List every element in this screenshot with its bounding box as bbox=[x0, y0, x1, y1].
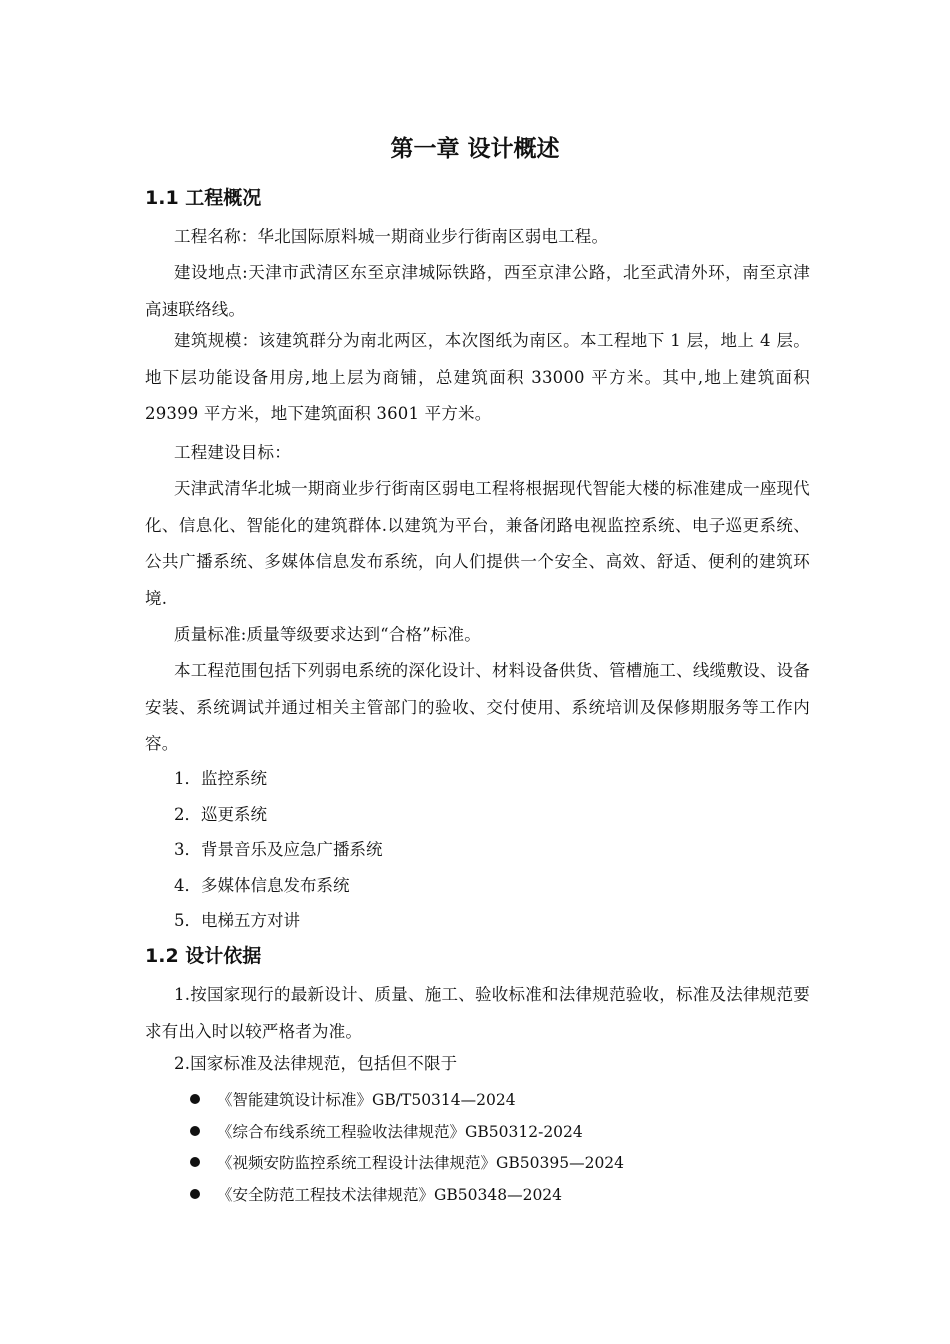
list-item: 3．背景音乐及应急广播系统 bbox=[174, 840, 383, 859]
standard-list-item bbox=[190, 1087, 516, 1113]
standard-label: 《安全防范工程技术法律规范》GB50348—2024 bbox=[217, 1186, 563, 1204]
list-item: 5．电梯五方对讲 bbox=[174, 911, 300, 930]
standard-list-item bbox=[190, 1119, 583, 1145]
bullet-icon bbox=[190, 1094, 200, 1104]
chapter-title: 第一章 设计概述 bbox=[390, 136, 560, 162]
paragraph-scale: 建筑规模：该建筑群分为南北两区，本次图纸为南区。本工程地下 1 层，地上 4 层。地下层功能设备用房,地上层为商铺，总建筑面积 33000 平方米。其中,地上建筑面积 29399 平方米，地下建筑面积 3601 平方米。 bbox=[145, 331, 810, 423]
paragraph-goal: 天津武清华北城一期商业步行街南区弱电工程将根据现代智能大楼的标准建成一座现代化、信息化、智能化的建筑群体.以建筑为平台，兼备闭路电视监控系统、电子巡更系统、公共广播系统、多媒体信息发布系统，向人们提供一个安全、高效、舒适、便利的建筑环境. bbox=[145, 479, 810, 608]
standard-label: 《综合布线系统工程验收法律规范》GB50312-2024 bbox=[217, 1123, 583, 1141]
bullet-icon bbox=[190, 1126, 200, 1136]
standard-list-item bbox=[190, 1150, 624, 1176]
paragraph-basis-2: 2.国家标准及法律规范，包括但不限于 bbox=[174, 1054, 458, 1073]
standard-label: 《智能建筑设计标准》GB/T50314—2024 bbox=[217, 1091, 516, 1109]
list-item: 4．多媒体信息发布系统 bbox=[174, 876, 350, 895]
paragraph-location: 建设地点:天津市武清区东至京津城际铁路，西至京津公路，北至武清外环，南至京津高速联络线。 bbox=[145, 263, 810, 319]
bullet-icon bbox=[190, 1189, 200, 1199]
list-item: 1．监控系统 bbox=[174, 769, 267, 788]
bullet-icon bbox=[190, 1157, 200, 1167]
paragraph-basis-1: 1.按国家现行的最新设计、质量、施工、验收标准和法律规范验收，标准及法律规范要求有出入时以较严格者为准。 bbox=[145, 985, 810, 1041]
standard-list-item bbox=[190, 1182, 562, 1208]
section-heading-1-1: 1.1 工程概况 bbox=[145, 187, 262, 209]
paragraph-quality: 质量标准:质量等级要求达到“合格”标准。 bbox=[174, 625, 481, 644]
paragraph-goal-label: 工程建设目标： bbox=[174, 443, 291, 462]
paragraph-scope: 本工程范围包括下列弱电系统的深化设计、材料设备供货、管槽施工、线缆敷设、设备安装、系统调试并通过相关主管部门的验收、交付使用、系统培训及保修期服务等工作内容。 bbox=[145, 661, 810, 753]
section-heading-1-2: 1.2 设计依据 bbox=[145, 945, 262, 967]
list-item: 2．巡更系统 bbox=[174, 805, 267, 824]
paragraph-project-name: 工程名称：华北国际原料城一期商业步行街南区弱电工程。 bbox=[174, 227, 609, 246]
standard-label: 《视频安防监控系统工程设计法律规范》GB50395—2024 bbox=[217, 1154, 625, 1172]
